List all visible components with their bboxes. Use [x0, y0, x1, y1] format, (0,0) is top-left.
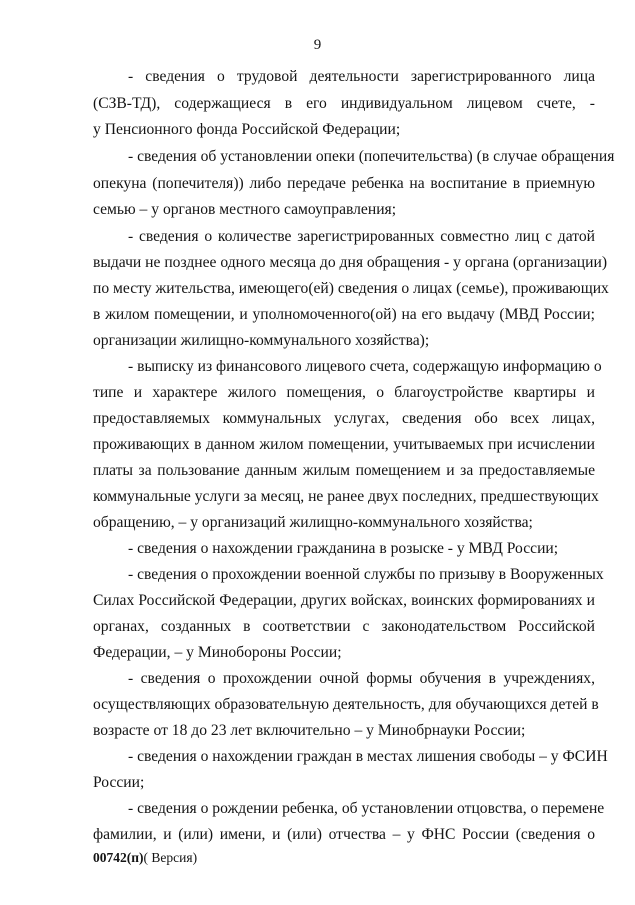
text-line: семью – у органов местного самоуправления;	[93, 201, 397, 218]
text-line: органах, созданных в соответствии с законодательством Российской	[93, 618, 595, 635]
text-line: коммунальные услуги за месяц, не ранее двух последних, предшествующих	[93, 488, 599, 505]
text-line: у Пенсионного фонда Российской Федерации;	[93, 121, 401, 138]
text-line: - сведения о количестве зарегистрированных совместно лиц с датой	[128, 228, 595, 245]
text-line: фамилии, и (или) имени, и (или) отчества – у ФНС России (сведения о	[93, 826, 595, 843]
text-line: предоставляемых коммунальных услугах, сведения обо всех лицах,	[93, 410, 595, 427]
document-version: ( Версия)	[143, 850, 198, 865]
text-line: платы за пользование данным жилым помещением и за предоставляемые	[93, 462, 595, 479]
document-code: 00742(п)	[93, 850, 144, 865]
text-line: (СЗВ-ТД), содержащиеся в его индивидуальном лицевом счете, -	[93, 95, 595, 112]
text-line: - сведения о рождении ребенка, об установлении отцовства, о перемене	[128, 800, 605, 817]
text-line: по месту жительства, имеющего(ей) сведения о лицах (семье), проживающих	[93, 280, 609, 297]
text-line: типе и характере жилого помещения, о благоустройстве квартиры и	[93, 384, 595, 401]
text-line: проживающих в данном жилом помещении, учитываемых при исчислении	[93, 436, 595, 453]
text-line: России;	[93, 774, 145, 791]
text-line: возрасте от 18 до 23 лет включительно – у Минобрнауки России;	[93, 722, 526, 739]
text-line: осуществляющих образовательную деятельность, для обучающихся детей в	[93, 696, 599, 713]
text-line: - сведения об установлении опеки (попечительства) (в случае обращения	[128, 148, 615, 165]
text-line: Силах Российской Федерации, других войсках, воинских формированиях и	[93, 592, 595, 609]
text-line: - сведения о нахождении граждан в местах лишения свободы – у ФСИН	[128, 748, 608, 765]
text-line: - сведения о нахождении гражданина в розыске - у МВД России;	[128, 540, 559, 557]
text-line: организации жилищно-коммунального хозяйства);	[93, 332, 430, 349]
text-line: - сведения о трудовой деятельности зарегистрированного лица	[128, 68, 595, 85]
text-line: в жилом помещении, и уполномоченного(ой) на его выдачу (МВД России;	[93, 306, 595, 323]
document-footer	[93, 849, 197, 867]
text-line: - выписку из финансового лицевого счета, содержащую информацию о	[128, 358, 602, 375]
text-line: Федерации, – у Минобороны России;	[93, 644, 342, 661]
text-line: выдачи не позднее одного месяца до дня обращения - у органа (организации)	[93, 254, 608, 271]
page-number: 9	[313, 37, 322, 53]
text-line: - сведения о прохождении военной службы по призыву в Вооруженных	[128, 566, 604, 583]
text-line: обращению, – у организаций жилищно-коммунального хозяйства;	[93, 514, 533, 531]
text-line: - сведения о прохождении очной формы обучения в учреждениях,	[128, 670, 595, 687]
text-line: опекуна (попечителя)) либо передаче ребенка на воспитание в приемную	[93, 175, 595, 192]
